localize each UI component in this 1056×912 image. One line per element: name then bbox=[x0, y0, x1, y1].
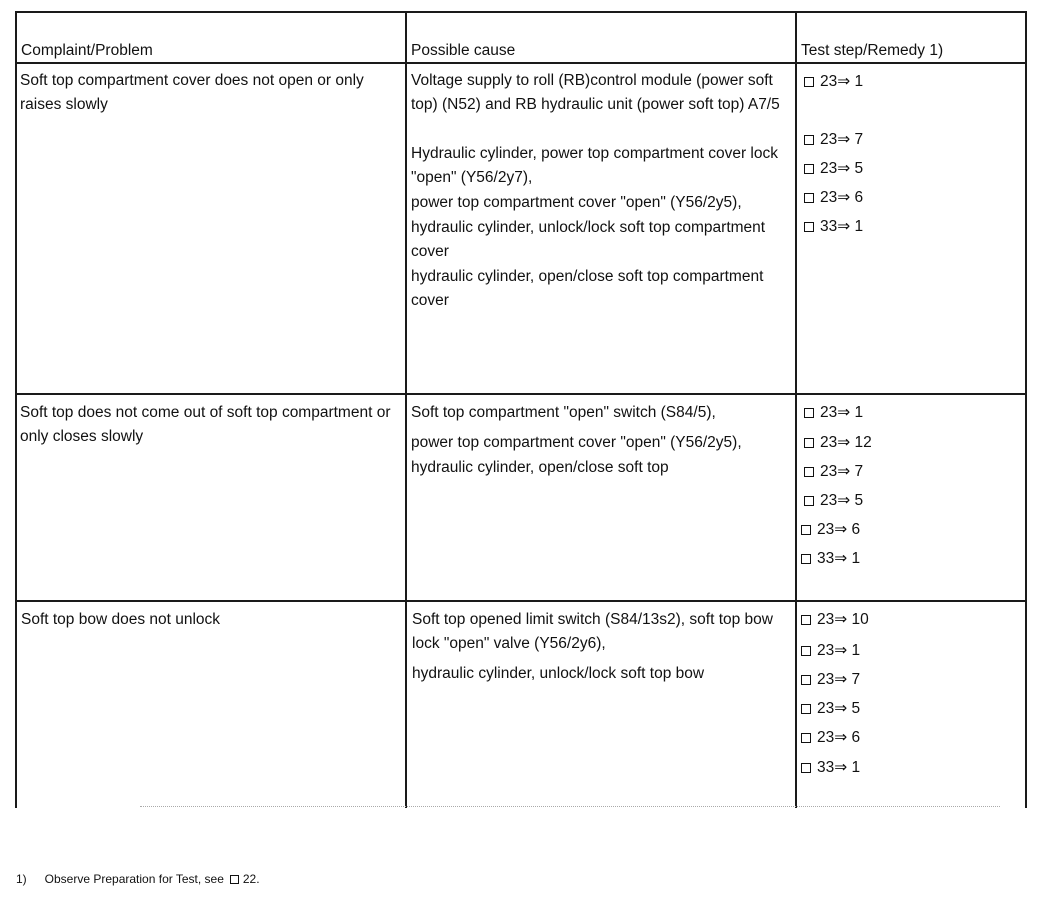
table-border-top bbox=[15, 11, 1027, 13]
remedy-ref[interactable] bbox=[801, 641, 860, 660]
cause-text: power top compartment cover "open" (Y56/2y5), bbox=[411, 194, 742, 211]
remedy-ref[interactable] bbox=[801, 699, 860, 718]
remedy-ref-text: 23⇒ 6 bbox=[820, 189, 864, 206]
footnote bbox=[16, 872, 260, 886]
remedy-ref[interactable] bbox=[804, 130, 863, 149]
remedy-ref-text: 23⇒ 12 bbox=[820, 434, 872, 451]
cause-text: Voltage supply to roll (RB)control module (power soft top) (N52) and RB hydraulic unit (power soft top) A7/5 bbox=[411, 72, 780, 113]
footnote-text: Observe Preparation for Test, see bbox=[44, 872, 224, 886]
complaint-text: Soft top does not come out of soft top compartment or only closes slowly bbox=[20, 404, 391, 445]
checkbox-icon bbox=[801, 733, 811, 743]
checkbox-icon bbox=[804, 408, 814, 418]
checkbox-icon bbox=[804, 135, 814, 145]
footnote-ref[interactable]: 22. bbox=[242, 872, 260, 886]
header-cause: Possible cause bbox=[411, 42, 516, 59]
complaint-cell bbox=[20, 69, 395, 117]
remedy-ref[interactable] bbox=[801, 728, 860, 747]
table-border-right bbox=[1025, 12, 1027, 808]
complaint-cell bbox=[20, 401, 395, 449]
header-remedy: Test step/Remedy 1) bbox=[801, 42, 944, 59]
remedy-ref[interactable] bbox=[801, 670, 860, 689]
complaint-cell bbox=[21, 608, 396, 632]
remedy-ref[interactable] bbox=[804, 403, 863, 422]
header-divider bbox=[15, 62, 1027, 64]
checkbox-icon bbox=[801, 525, 811, 535]
row-divider-2 bbox=[15, 600, 1027, 602]
checkbox-icon bbox=[804, 496, 814, 506]
complaint-text: Soft top compartment cover does not open or only raises slowly bbox=[20, 72, 364, 113]
complaint-text: Soft top bow does not unlock bbox=[21, 611, 221, 628]
cause-text: hydraulic cylinder, open/close soft top compartment cover bbox=[411, 268, 764, 309]
remedy-ref-text: 23⇒ 7 bbox=[820, 463, 864, 480]
remedy-ref[interactable] bbox=[804, 188, 863, 207]
header-complaint: Complaint/Problem bbox=[21, 42, 153, 59]
remedy-ref-text: 23⇒ 10 bbox=[817, 611, 869, 628]
column-divider-1 bbox=[405, 12, 407, 808]
column-divider-2 bbox=[795, 12, 797, 808]
checkbox-icon bbox=[804, 193, 814, 203]
cause-text: hydraulic cylinder, unlock/lock soft top compartment cover bbox=[411, 219, 766, 260]
remedy-ref-text: 23⇒ 5 bbox=[817, 700, 861, 717]
remedy-ref-text: 23⇒ 6 bbox=[817, 521, 861, 538]
cause-cell bbox=[412, 608, 782, 686]
checkbox-icon bbox=[804, 77, 814, 87]
checkbox-icon bbox=[801, 704, 811, 714]
remedy-ref-text: 23⇒ 7 bbox=[820, 131, 864, 148]
cause-text: Soft top opened limit switch (S84/13s2), soft top bow lock "open" valve (Y56/2y6), bbox=[412, 611, 773, 652]
checkbox-icon bbox=[804, 438, 814, 448]
remedy-ref[interactable] bbox=[804, 72, 863, 91]
remedy-ref-text: 23⇒ 7 bbox=[817, 671, 861, 688]
remedy-ref-text: 23⇒ 1 bbox=[820, 404, 864, 421]
checkbox-icon bbox=[801, 615, 811, 625]
checkbox-icon bbox=[801, 554, 811, 564]
remedy-ref-text: 23⇒ 6 bbox=[817, 729, 861, 746]
cause-text: hydraulic cylinder, unlock/lock soft top bow bbox=[412, 665, 705, 682]
cause-text: Soft top compartment "open" switch (S84/5), bbox=[411, 404, 716, 421]
remedy-ref-text: 33⇒ 1 bbox=[817, 759, 861, 776]
remedy-ref-text: 23⇒ 1 bbox=[817, 642, 861, 659]
remedy-ref[interactable] bbox=[804, 433, 872, 452]
footnote-marker: 1) bbox=[16, 872, 27, 886]
cause-text: Hydraulic cylinder, power top compartment cover lock "open" (Y56/2y7), bbox=[411, 145, 778, 186]
remedy-ref-text: 33⇒ 1 bbox=[820, 218, 864, 235]
cause-text: hydraulic cylinder, open/close soft top bbox=[411, 459, 669, 476]
cause-cell bbox=[411, 401, 781, 480]
remedy-ref[interactable] bbox=[804, 462, 863, 481]
cause-cell bbox=[411, 69, 781, 313]
remedy-ref-text: 33⇒ 1 bbox=[817, 550, 861, 567]
checkbox-icon bbox=[801, 646, 811, 656]
cause-text: power top compartment cover "open" (Y56/2y5), bbox=[411, 434, 742, 451]
checkbox-icon bbox=[801, 763, 811, 773]
remedy-ref-text: 23⇒ 1 bbox=[820, 73, 864, 90]
remedy-ref-text: 23⇒ 5 bbox=[820, 492, 864, 509]
table-cut-edge bbox=[140, 806, 1000, 807]
checkbox-icon bbox=[801, 675, 811, 685]
remedy-ref[interactable] bbox=[804, 491, 863, 510]
remedy-ref[interactable] bbox=[801, 549, 860, 568]
row-divider-1 bbox=[15, 393, 1027, 395]
remedy-ref[interactable] bbox=[801, 520, 860, 539]
checkbox-icon bbox=[804, 222, 814, 232]
checkbox-icon bbox=[804, 164, 814, 174]
remedy-ref-text: 23⇒ 5 bbox=[820, 160, 864, 177]
table-border-left bbox=[15, 12, 17, 808]
checkbox-icon bbox=[804, 467, 814, 477]
remedy-ref[interactable] bbox=[801, 758, 860, 777]
checkbox-icon bbox=[230, 875, 239, 884]
remedy-ref[interactable] bbox=[804, 159, 863, 178]
remedy-ref[interactable] bbox=[801, 610, 869, 629]
remedy-ref[interactable] bbox=[804, 217, 863, 236]
